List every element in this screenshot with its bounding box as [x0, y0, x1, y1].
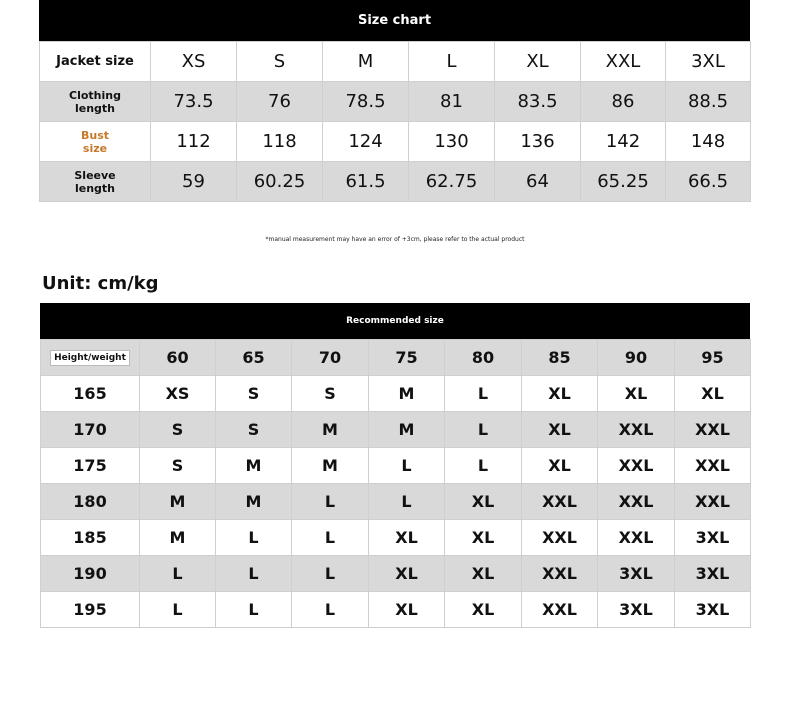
size-header-row — [40, 42, 751, 82]
size-cell: XL — [369, 592, 445, 628]
size-cell: XL — [522, 448, 598, 484]
measure-cell: 83.5 — [495, 82, 581, 122]
measure-cell: 62.75 — [409, 162, 495, 202]
size-cell: XXL — [522, 484, 598, 520]
size-cell: XXL — [522, 556, 598, 592]
size-cell: M — [216, 448, 292, 484]
weight-header-cell: 65 — [216, 340, 292, 376]
height-cell: 185 — [41, 520, 140, 556]
size-cell: 3XL — [598, 592, 675, 628]
size-cell: XXL — [675, 448, 751, 484]
recommended-size-chart — [40, 303, 750, 628]
size-cell: L — [445, 448, 522, 484]
measure-cell: 60.25 — [237, 162, 323, 202]
height-weight-label — [41, 340, 140, 376]
size-cell: XXL — [598, 484, 675, 520]
unit-label: Unit: cm/kg — [42, 273, 159, 294]
sleeve-length-label — [40, 162, 151, 202]
size-cell: XXL — [598, 412, 675, 448]
size-cell: XL — [522, 412, 598, 448]
size-header-cell: M — [323, 42, 409, 82]
measure-cell: 59 — [151, 162, 237, 202]
size-cell: L — [216, 520, 292, 556]
size-cell: S — [140, 412, 216, 448]
measure-cell: 76 — [237, 82, 323, 122]
measure-cell: 148 — [666, 122, 751, 162]
size-cell: XL — [445, 520, 522, 556]
size-cell: M — [216, 484, 292, 520]
size-chart-title: Size chart — [39, 0, 750, 41]
row-label-line: Clothing — [69, 88, 121, 102]
size-header-cell: XXL — [581, 42, 666, 82]
size-cell: XXL — [598, 448, 675, 484]
size-header-cell: L — [409, 42, 495, 82]
size-cell: L — [369, 448, 445, 484]
size-cell: M — [140, 484, 216, 520]
size-cell: L — [292, 484, 369, 520]
height-cell: 175 — [41, 448, 140, 484]
bust-size-label — [40, 122, 151, 162]
row-label-line: length — [74, 181, 116, 195]
size-cell: S — [216, 376, 292, 412]
size-header-cell: XS — [151, 42, 237, 82]
size-cell: XXL — [598, 520, 675, 556]
measure-cell: 66.5 — [666, 162, 751, 202]
sleeve-length-row — [40, 162, 751, 202]
row-label-line: Bust — [80, 128, 110, 142]
recommended-size-title: Recommended size — [40, 303, 750, 339]
size-cell: L — [445, 412, 522, 448]
size-header-cell: S — [237, 42, 323, 82]
measure-cell: 136 — [495, 122, 581, 162]
size-cell: XL — [369, 520, 445, 556]
measure-cell: 88.5 — [666, 82, 751, 122]
weight-header-cell: 75 — [369, 340, 445, 376]
size-cell: XXL — [522, 520, 598, 556]
size-cell: XXL — [675, 412, 751, 448]
size-cell: XXL — [675, 484, 751, 520]
size-cell: 3XL — [675, 556, 751, 592]
table-row — [41, 448, 751, 484]
measure-cell: 112 — [151, 122, 237, 162]
size-cell: 3XL — [598, 556, 675, 592]
measure-cell: 130 — [409, 122, 495, 162]
clothing-length-label — [40, 82, 151, 122]
size-cell: S — [292, 376, 369, 412]
size-cell: M — [369, 412, 445, 448]
table-row — [41, 412, 751, 448]
height-cell: 180 — [41, 484, 140, 520]
measure-cell: 142 — [581, 122, 666, 162]
size-cell: L — [292, 520, 369, 556]
size-cell: S — [216, 412, 292, 448]
size-cell: L — [445, 376, 522, 412]
measure-cell: 78.5 — [323, 82, 409, 122]
table-row — [41, 592, 751, 628]
size-cell: M — [140, 520, 216, 556]
size-cell: XL — [445, 556, 522, 592]
size-cell: XL — [675, 376, 751, 412]
size-cell: L — [292, 592, 369, 628]
measure-cell: 61.5 — [323, 162, 409, 202]
measurement-note: *manual measurement may have an error of +3cm, please refer to the actual product — [265, 236, 525, 243]
weight-header-cell: 85 — [522, 340, 598, 376]
height-cell: 190 — [41, 556, 140, 592]
size-cell: L — [140, 556, 216, 592]
weight-header-cell: 60 — [140, 340, 216, 376]
measure-cell: 65.25 — [581, 162, 666, 202]
size-cell: L — [369, 484, 445, 520]
size-cell: S — [140, 448, 216, 484]
size-cell: M — [369, 376, 445, 412]
size-cell: XL — [445, 592, 522, 628]
weight-header-cell: 70 — [292, 340, 369, 376]
table-row — [41, 376, 751, 412]
size-cell: L — [216, 556, 292, 592]
row-label-line: size — [82, 141, 108, 155]
measure-cell: 118 — [237, 122, 323, 162]
size-cell: XS — [140, 376, 216, 412]
size-cell: XL — [522, 376, 598, 412]
size-cell: XL — [445, 484, 522, 520]
measure-cell: 73.5 — [151, 82, 237, 122]
height-cell: 170 — [41, 412, 140, 448]
size-cell: L — [216, 592, 292, 628]
size-cell: M — [292, 412, 369, 448]
table-row — [41, 520, 751, 556]
clothing-length-row — [40, 82, 751, 122]
measure-cell: 124 — [323, 122, 409, 162]
weight-header-row — [41, 340, 751, 376]
size-header-cell: 3XL — [666, 42, 751, 82]
weight-header-cell: 80 — [445, 340, 522, 376]
height-cell: 165 — [41, 376, 140, 412]
measure-cell: 64 — [495, 162, 581, 202]
recommended-size-table — [40, 339, 751, 628]
size-cell: L — [140, 592, 216, 628]
size-chart-table — [39, 41, 751, 202]
size-cell: XXL — [522, 592, 598, 628]
height-cell: 195 — [41, 592, 140, 628]
size-cell: M — [292, 448, 369, 484]
weight-header-cell: 95 — [675, 340, 751, 376]
table-row — [41, 556, 751, 592]
bust-size-row — [40, 122, 751, 162]
measure-cell: 86 — [581, 82, 666, 122]
size-cell: XL — [598, 376, 675, 412]
weight-header-cell: 90 — [598, 340, 675, 376]
height-weight-text: Height/weight — [50, 350, 130, 366]
size-cell: L — [292, 556, 369, 592]
row-label-line: Sleeve — [74, 168, 116, 182]
measure-cell: 81 — [409, 82, 495, 122]
jacket-size-label: Jacket size — [40, 42, 151, 82]
table-row — [41, 484, 751, 520]
row-label-line: length — [74, 101, 116, 115]
size-chart — [39, 0, 750, 202]
size-header-cell: XL — [495, 42, 581, 82]
size-cell: 3XL — [675, 592, 751, 628]
size-cell: 3XL — [675, 520, 751, 556]
size-cell: XL — [369, 556, 445, 592]
